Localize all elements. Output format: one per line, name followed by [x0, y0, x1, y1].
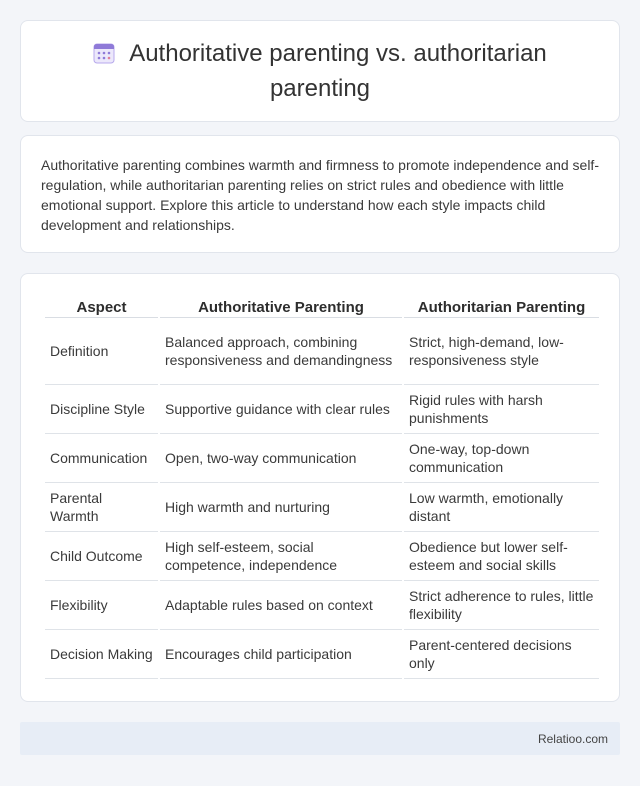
cell-authoritative: Encourages child participation: [160, 630, 402, 679]
cell-authoritative: High self-esteem, social competence, independence: [160, 532, 402, 581]
cell-authoritative: Adaptable rules based on context: [160, 581, 402, 630]
footer-bar: [20, 722, 620, 755]
cell-aspect: Decision Making: [45, 630, 158, 679]
table-row: [45, 581, 599, 630]
intro-card: [20, 135, 620, 253]
cell-authoritarian: Obedience but lower self-esteem and social skills: [404, 532, 599, 581]
header-aspect: Aspect: [45, 294, 158, 318]
cell-authoritarian: Parent-centered decisions only: [404, 630, 599, 679]
cell-authoritative: Open, two-way communication: [160, 434, 402, 483]
table-row: [45, 630, 599, 679]
footer-brand-link[interactable]: Relatioo.com: [537, 731, 608, 746]
cell-aspect: Definition: [45, 318, 158, 385]
cell-aspect: Flexibility: [45, 581, 158, 630]
table-row: [45, 385, 599, 434]
cell-authoritative: Balanced approach, combining responsiveness and demandingness: [160, 318, 402, 385]
header-authoritarian: Authoritarian Parenting: [404, 294, 599, 318]
cell-aspect: Parental Warmth: [45, 483, 158, 532]
cell-authoritarian: Rigid rules with harsh punishments: [404, 385, 599, 434]
calendar-icon: [93, 41, 115, 73]
page-title-text: Authoritative parenting vs. authoritarian parenting: [129, 39, 547, 102]
cell-authoritative: Supportive guidance with clear rules: [160, 385, 402, 434]
table-header-row: [45, 294, 599, 318]
cell-authoritarian: Strict adherence to rules, little flexibility: [404, 581, 599, 630]
comparison-table: [43, 294, 601, 679]
page-title: [61, 38, 579, 105]
cell-authoritative: High warmth and nurturing: [160, 483, 402, 532]
intro-paragraph: Authoritative parenting combines warmth and firmness to promote independence and self-regulation, while authoritarian parenting relies on strict rules and obedience with little emotional support. Explore this article to understand how each style impacts child development and relationships.: [41, 157, 599, 233]
table-row: [45, 483, 599, 532]
cell-aspect: Discipline Style: [45, 385, 158, 434]
header-authoritative: Authoritative Parenting: [160, 294, 402, 318]
title-card: [20, 20, 620, 122]
cell-aspect: Communication: [45, 434, 158, 483]
cell-aspect: Child Outcome: [45, 532, 158, 581]
table-row: [45, 532, 599, 581]
table-row: [45, 434, 599, 483]
cell-authoritarian: Low warmth, emotionally distant: [404, 483, 599, 532]
comparison-card: [20, 273, 620, 702]
table-row: [45, 318, 599, 385]
cell-authoritarian: One-way, top-down communication: [404, 434, 599, 483]
cell-authoritarian: Strict, high-demand, low-responsiveness style: [404, 318, 599, 385]
